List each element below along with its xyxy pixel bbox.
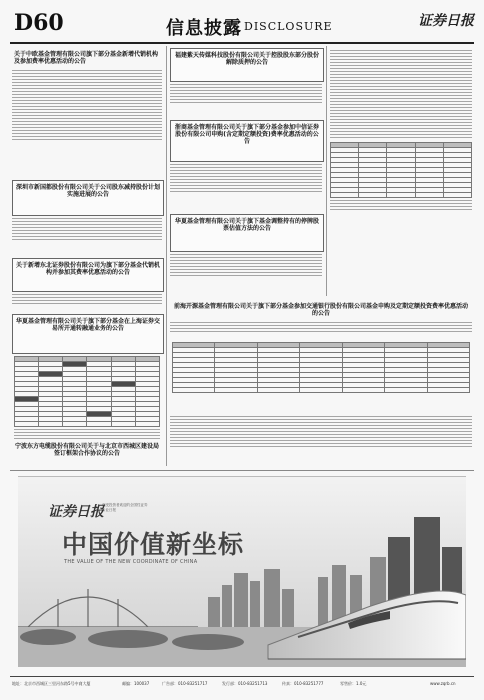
notice-body bbox=[12, 292, 162, 312]
notice-body bbox=[170, 252, 322, 296]
notice-wide-header bbox=[170, 300, 472, 340]
notice-body-right bbox=[330, 48, 472, 294]
notice-title: 关于新增东北证券股份有限公司为旗下部分基金代销机构并参加其费率优惠活动的公告 bbox=[15, 262, 160, 276]
footer-price: 零售价：1.0元 bbox=[340, 681, 367, 686]
ad-logo-subtitle: 深受投资者欢迎的全国性证券专业日报 bbox=[102, 503, 148, 512]
column-separator bbox=[326, 46, 327, 296]
notice-title-box bbox=[170, 120, 324, 162]
notice-title-box bbox=[12, 314, 164, 354]
notice-body bbox=[170, 414, 472, 466]
notice-title-box bbox=[170, 48, 324, 82]
advertisement bbox=[18, 476, 466, 667]
notice-title-box bbox=[12, 180, 164, 216]
footer-hotline: 广告部：010-83251717 bbox=[162, 681, 208, 686]
ad-subtitle-en: THE VALUE OF THE NEW COORDINATE OF CHINA bbox=[64, 559, 198, 565]
section-title-cn: 信息披露 bbox=[166, 18, 242, 39]
notice-title: 华夏基金管理有限公司关于旗下部分基金在上海证券交易所开通转融通业务的公告 bbox=[15, 318, 160, 332]
footer-fax: 传真：010-83251777 bbox=[282, 681, 324, 686]
notice-title-box bbox=[12, 258, 164, 292]
notice-title-box bbox=[170, 214, 324, 252]
ad-separator bbox=[10, 470, 474, 471]
ad-title: 中国价值新坐标 bbox=[62, 530, 245, 559]
footer-postcode: 邮编：100037 bbox=[122, 681, 150, 686]
notice-title: 宁波东方电缆股份有限公司关于与北京市西城区建设局签订框架合作协议的公告 bbox=[14, 443, 159, 457]
fund-table bbox=[172, 342, 470, 412]
ad-logo: 证券日报 bbox=[48, 504, 104, 520]
footer-address: 地址：北京市西城区三里河东路5号中商大厦 bbox=[12, 681, 91, 686]
notice-body bbox=[170, 82, 322, 118]
notice-title: 浙商基金管理有限公司关于旗下部分基金参加中信证券股份有限公司申购(含定期定额投资)费率优惠活动的公告 bbox=[174, 124, 319, 145]
page-number: D60 bbox=[14, 10, 64, 36]
notice-block-1 bbox=[12, 48, 162, 178]
notice-title: 福建紫天传媒科技股份有限公司关于控股股东部分股份解除质押的公告 bbox=[174, 52, 319, 66]
page-header bbox=[10, 6, 474, 44]
notice-title: 前海开源基金管理有限公司关于旗下部分基金参加交通银行股份有限公司基金申购及定期定额投资费率优惠活动的公告 bbox=[173, 303, 468, 317]
footer-website: www.zqrb.cn bbox=[430, 681, 456, 686]
notice-body bbox=[170, 162, 322, 212]
masthead-logo: 证券日报 bbox=[418, 13, 474, 29]
footer-hotline: 发行部：010-83251713 bbox=[222, 681, 268, 686]
page-footer bbox=[10, 676, 474, 691]
notice-title: 华夏基金管理有限公司关于旗下基金调整持有的停牌股票估值方法的公告 bbox=[174, 218, 319, 232]
section-title-en: DISCLOSURE bbox=[244, 20, 333, 33]
notice-body bbox=[12, 216, 162, 256]
column-separator bbox=[166, 46, 167, 466]
notice-title-box bbox=[12, 440, 162, 468]
notice-title: 关于中欧基金管理有限公司旗下部分基金新增代销机构及参加费率优惠活动的公告 bbox=[14, 51, 159, 65]
notice-title: 深圳市新国都股份有限公司关于公司股东减持股份计划实施进展的公告 bbox=[15, 184, 160, 198]
